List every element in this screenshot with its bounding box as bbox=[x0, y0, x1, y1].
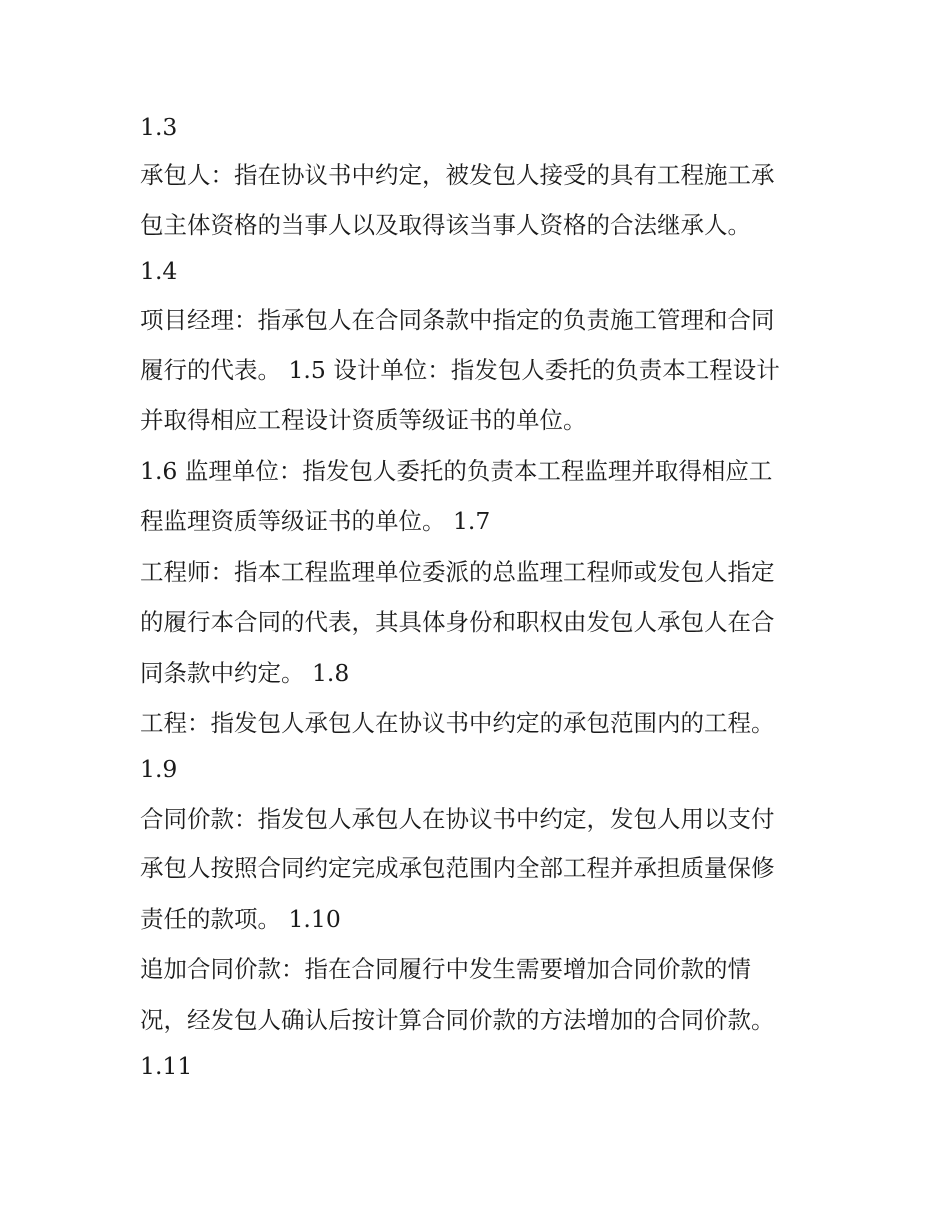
clause-number: 1.4 bbox=[140, 257, 178, 285]
text-line: 承包人：指在协议书中约定，被发包人接受的具有工程施工承 bbox=[140, 161, 775, 189]
clause-number: 1.9 bbox=[140, 755, 178, 783]
text-line: 1.6 监理单位：指发包人委托的负责本工程监理并取得相应工 bbox=[140, 457, 773, 485]
text-line: 程监理资质等级证书的单位。 1.7 bbox=[140, 507, 491, 535]
text-line: 包主体资格的当事人以及取得该当事人资格的合法继承人。 bbox=[140, 211, 751, 239]
clause-number: 1.3 bbox=[140, 113, 178, 141]
text-line: 责任的款项。 1.10 bbox=[140, 905, 341, 933]
text-line: 工程：指发包人承包人在协议书中约定的承包范围内的工程。 bbox=[140, 709, 775, 737]
text-line: 工程师：指本工程监理单位委派的总监理工程师或发包人指定 bbox=[140, 558, 775, 586]
text-line: 并取得相应工程设计资质等级证书的单位。 bbox=[140, 406, 587, 434]
text-line: 追加合同价款：指在合同履行中发生需要增加合同价款的情 bbox=[140, 955, 751, 983]
text-line: 况，经发包人确认后按计算合同价款的方法增加的合同价款。 bbox=[140, 1006, 775, 1034]
text-line: 的履行本合同的代表，其具体身份和职权由发包人承包人在合 bbox=[140, 608, 775, 636]
text-line: 项目经理：指承包人在合同条款中指定的负责施工管理和合同 bbox=[140, 306, 775, 334]
text-line: 同条款中约定。 1.8 bbox=[140, 659, 350, 687]
clause-number: 1.11 bbox=[140, 1052, 193, 1080]
text-line: 承包人按照合同约定完成承包范围内全部工程并承担质量保修 bbox=[140, 854, 775, 882]
text-line: 履行的代表。 1.5 设计单位：指发包人委托的负责本工程设计 bbox=[140, 356, 780, 384]
text-line: 合同价款：指发包人承包人在协议书中约定，发包人用以支付 bbox=[140, 805, 775, 833]
